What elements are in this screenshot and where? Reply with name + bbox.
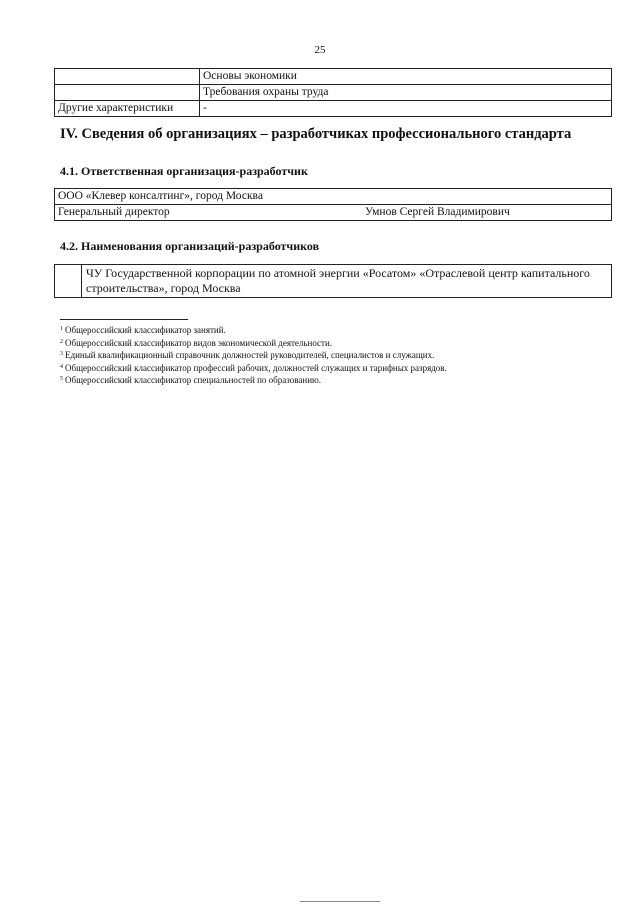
footnote-mark: 3 [60,351,63,358]
responsible-org-table [54,188,612,221]
table-cell-label [55,85,200,101]
responsible-org-heading: 4.1. Ответственная организация-разработчик [60,164,308,178]
director-name: Умнов Сергей Владимирович [365,206,510,218]
footnote-mark: 2 [60,338,63,345]
footnote [60,349,620,362]
developer-orgs-table [54,264,612,298]
footnote-text: Общероссийский классификатор видов экономической деятельности. [65,337,333,348]
table-cell-value: Требования охраны труда [200,85,612,101]
table-row [55,85,612,101]
table-row [55,69,612,85]
table-cell-label: Другие характеристики [55,101,200,117]
footnote-mark: 4 [60,363,63,370]
table-row [55,205,612,221]
footnote-text: Общероссийский классификатор профессий рабочих, должностей служащих и тарифных разрядов. [65,362,447,373]
developer-org-name: ЧУ Государственной корпорации по атомной энергии «Росатом» «Отраслевой центр капитального строительства», город Москва [82,265,612,298]
developer-orgs-heading: 4.2. Наименования организаций-разработчиков [60,239,320,253]
footnote [60,374,620,387]
scan-edge-line [300,901,380,902]
table-cell-value: Основы экономики [200,69,612,85]
footnote [60,337,620,350]
footnote-mark: 1 [60,326,63,332]
footnote-mark: 5 [60,376,63,383]
table-cell-label [55,69,200,85]
director-cell [55,205,612,221]
table-row [55,189,612,205]
director-position: Генеральный директор [58,206,170,218]
footnote-text: Общероссийский классификатор специальностей по образованию. [65,375,321,386]
footnote [60,362,620,375]
skills-table [54,68,612,117]
table-cell-value: - [200,101,612,117]
footnote-divider [60,319,188,320]
footnote-text: Единый квалификационный справочник должностей руководителей, специалистов и служащих. [65,350,435,361]
org-name: ООО «Клевер консалтинг», город Москва [55,189,612,205]
footnote-text: Общероссийский классификатор занятий. [65,325,226,335]
page-number: 25 [314,44,326,56]
row-number [55,265,82,298]
section-title: IV. Сведения об организациях – разработчиках профессионального стандарта [60,126,572,142]
footnote [60,324,620,337]
table-row [55,265,612,298]
footnotes [60,324,620,387]
table-row [55,101,612,117]
